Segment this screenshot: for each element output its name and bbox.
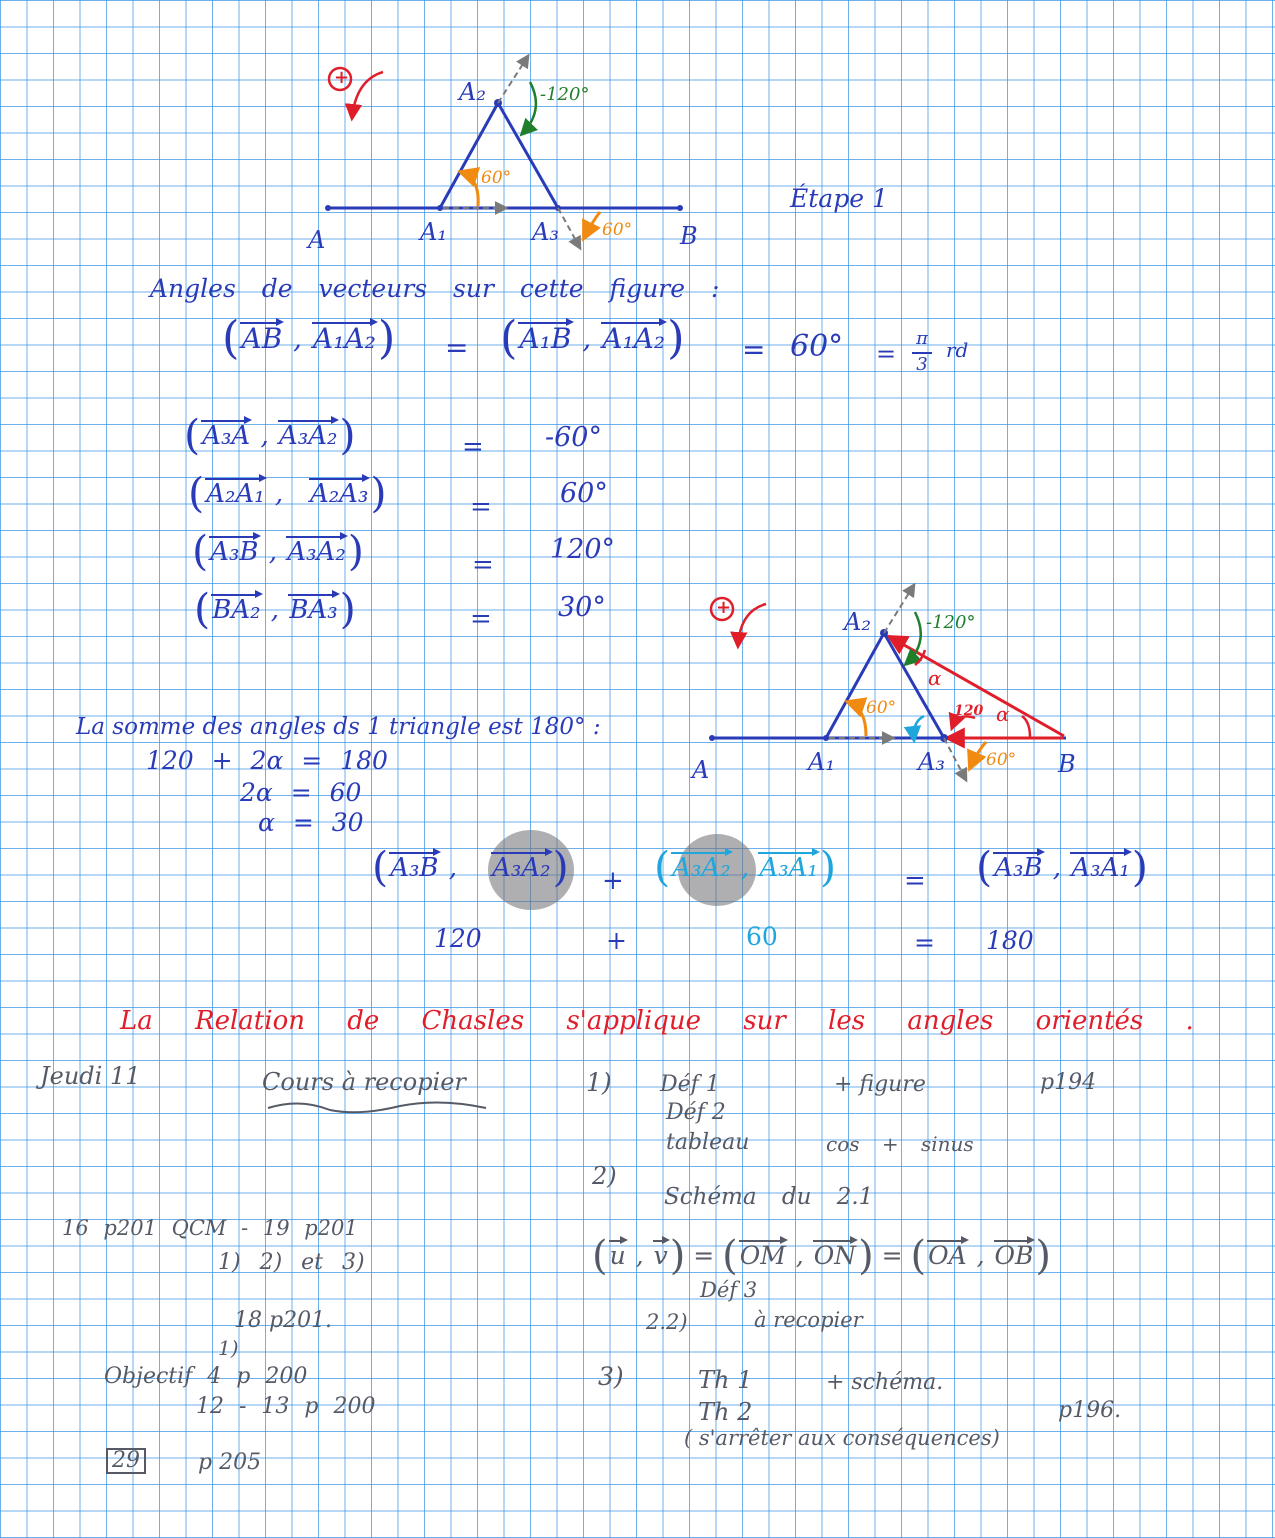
vec-a3a1-cyan: A₃A₁ <box>759 853 818 884</box>
eq-main-mid: (A₁B , A₁A₂) <box>500 311 685 364</box>
vec-oa: OA <box>928 1241 967 1271</box>
angle-row-value: 120° <box>550 534 616 565</box>
vec-u: A₂A₁ <box>206 479 265 510</box>
angle-row-eq: = <box>472 550 494 580</box>
angles-heading: Angles de vecteurs sur cette figure : <box>150 274 720 303</box>
extension-arrow-a2-2 <box>884 585 914 633</box>
angle-row-lhs: (A₃B , A₃A₂) <box>192 526 364 575</box>
alpha-label-b: α <box>996 702 1010 726</box>
etape-label: Étape 1 <box>790 184 888 213</box>
exercise-4-box: 29 <box>106 1448 146 1474</box>
vec-v: A₃A₂ <box>287 537 346 568</box>
eq-sign-1: = <box>445 331 469 364</box>
item3-consequences: ( s'arrêter aux conséquences) <box>684 1426 1000 1450</box>
extension-arrow-a2 <box>498 56 528 103</box>
angle-label-a3-2: 60° <box>986 750 1017 770</box>
label-a3-2: A₃ <box>918 748 945 776</box>
vec-ab: AB <box>241 321 283 355</box>
angle-row-value: -60° <box>545 422 602 453</box>
cours-underline <box>268 1102 486 1112</box>
angle-row-eq: = <box>470 604 492 634</box>
item3-num: 3) <box>598 1362 624 1391</box>
vec-u: A₃B <box>210 537 259 568</box>
vec-v-hw: v <box>653 1241 668 1271</box>
exercise-2: 18 p201. <box>234 1308 333 1333</box>
vec-u: BA₂ <box>212 595 261 626</box>
angle-label-a2-1: -120° <box>540 84 590 105</box>
item3-page: p196. <box>1058 1398 1122 1423</box>
exercise-1: 16 p201 QCM - 19 p201 <box>62 1216 358 1240</box>
vec-v: A₃A₂ <box>279 421 338 452</box>
label-a-1: A <box>308 226 326 254</box>
angle-arc-a1 <box>461 172 478 206</box>
angle-row-eq: = <box>462 432 484 462</box>
plus-sign-2: + <box>716 597 732 618</box>
item2-22: 2.2) <box>646 1310 688 1334</box>
somme-line-1: La somme des angles ds 1 triangle est 180° : <box>76 714 601 740</box>
item1-def2: Déf 2 <box>666 1100 726 1125</box>
label-a2-1: A₂ <box>459 78 486 106</box>
exercise-3b: 12 - 13 p 200 <box>196 1394 376 1419</box>
label-a3-1: A₃ <box>532 218 559 246</box>
uvec-equation: (u , v) = (OM , ON) = (OA , OB) <box>592 1233 1052 1279</box>
angle-label-a2-2: -120° <box>926 612 976 633</box>
exercise-3: Objectif 4 p 200 <box>104 1364 308 1389</box>
item2-num: 2) <box>592 1162 617 1190</box>
item2-recopier: à recopier <box>754 1308 863 1332</box>
item1-figure: + figure <box>834 1072 926 1097</box>
segment-a1a2-2 <box>826 633 884 738</box>
eq-sign-2: = <box>742 333 766 366</box>
angle-arc-a3 <box>584 212 600 238</box>
orientation-arrow-2 <box>738 604 766 646</box>
angle-arc-a2 <box>522 82 536 134</box>
point-a-1 <box>325 205 331 211</box>
point-a-2 <box>709 735 715 741</box>
label-a-2: A <box>692 756 710 784</box>
somme-line-4: α = 30 <box>258 808 364 837</box>
vec-u-hw: u <box>609 1241 626 1271</box>
chasles-term-3: (A₃B , A₃A₁) <box>976 842 1148 891</box>
angle-row-value: 30° <box>558 592 606 623</box>
angle-row-eq: = <box>470 492 492 522</box>
homework-day: Jeudi 11 <box>40 1062 141 1090</box>
vec-on: ON <box>813 1241 857 1271</box>
angle-label-a3b-2: 120 <box>954 703 984 719</box>
chasles-equals-2: = <box>914 928 935 957</box>
item1-tableau: tableau <box>666 1130 750 1155</box>
vec-u: A₃A <box>202 421 251 452</box>
frac-den: 3 <box>916 354 928 375</box>
label-a2-2: A₂ <box>844 608 871 636</box>
somme-line-3: 2α = 60 <box>240 778 362 807</box>
item2-def3: Déf 3 <box>700 1278 758 1302</box>
angle-row-lhs: (BA₂ , BA₃) <box>194 584 356 633</box>
point-a1-1 <box>437 205 443 211</box>
chasles-term-2: (A₃A₂ , A₃A₁) <box>654 842 837 891</box>
angle-arc-a2-2 <box>906 612 921 664</box>
item1-cos-sinus: cos + sinus <box>826 1132 974 1156</box>
extension-arrow-a3-2 <box>944 738 966 780</box>
angle-arc-alpha-b <box>1022 716 1030 737</box>
vec-a3a1: A₃A₁ <box>1071 853 1130 884</box>
angle-row-value: 60° <box>560 478 608 509</box>
vec-a3a2-cyan: A₃A₂ <box>672 853 731 884</box>
alpha-label-a2: α <box>928 666 942 690</box>
homework-cours: Cours à recopier <box>262 1068 466 1096</box>
exercise-1b: 1) 2) et 3) <box>218 1250 365 1275</box>
extension-arrow-a3 <box>558 208 580 248</box>
segment-a1a2-1 <box>440 103 498 208</box>
angle-arc-a3-cyan <box>914 716 924 740</box>
plus-sign-1: + <box>334 67 350 88</box>
item1-def1: Déf 1 <box>660 1072 720 1097</box>
item3-schema: + schéma. <box>826 1370 944 1395</box>
chasles-plus: + <box>602 866 624 896</box>
label-b-2: B <box>1058 750 1076 778</box>
label-a1-2: A₁ <box>808 748 835 776</box>
angle-row-lhs: (A₃A , A₃A₂) <box>184 410 356 459</box>
chasles-value-3: 180 <box>986 926 1034 955</box>
segment-a2a3-1 <box>498 103 558 208</box>
label-a1-1: A₁ <box>420 218 447 246</box>
eq-main-lhs: (AB , A₁A₂) <box>222 311 396 364</box>
eq-main-value: 60° <box>790 329 844 364</box>
exercise-2b: 1) <box>218 1336 239 1360</box>
item3-th1: Th 1 <box>698 1366 753 1394</box>
point-b-1 <box>677 205 683 211</box>
point-a1-2 <box>823 735 829 741</box>
chasles-term-1: (A₃B , A₃A₂) <box>372 842 569 891</box>
exercise-4-page: p 205 <box>198 1450 262 1475</box>
label-b-1: B <box>680 222 698 250</box>
vec-a3b-2: A₃B <box>994 853 1043 884</box>
vec-v: BA₃ <box>289 595 338 626</box>
somme-line-2: 120 + 2α = 180 <box>146 746 388 775</box>
unit-rd: rd <box>946 338 969 362</box>
item1-num: 1) <box>586 1068 612 1097</box>
chasles-plus-2: + <box>606 926 627 955</box>
vec-a3b: A₃B <box>390 853 439 884</box>
vec-a3a2: A₃A₂ <box>492 853 551 884</box>
item1-page: p194 <box>1040 1070 1097 1095</box>
chasles-value-2: 60 <box>746 922 778 951</box>
chasles-equals: = <box>904 866 926 896</box>
eq-sign-3: = <box>876 340 897 368</box>
vec-v: A₂A₃ <box>309 479 369 510</box>
vec-a1b: A₁B <box>519 321 572 355</box>
angle-label-a1-2: 60° <box>866 698 897 718</box>
angle-label-a3-1: 60° <box>602 220 633 240</box>
vec-a1a2-b: A₁A₂ <box>602 321 666 355</box>
orientation-arrow <box>352 72 383 118</box>
angle-arc-a1-2 <box>848 702 866 736</box>
vec-a1a2: A₁A₂ <box>312 321 376 355</box>
angle-row-lhs: (A₂A₁ , A₂A₃) <box>188 468 387 517</box>
item3-th2: Th 2 <box>698 1398 753 1426</box>
vec-ob: OB <box>994 1241 1034 1271</box>
chasles-value-1: 120 <box>434 924 482 953</box>
chasles-title: La Relation de Chasles s'applique sur les angles orientés . <box>120 1006 1194 1036</box>
angle-label-a1-1: 60° <box>481 168 512 188</box>
frac-num: π <box>916 328 928 349</box>
item2-schema: Schéma du 2.1 <box>664 1184 874 1210</box>
vec-om: OM <box>739 1241 786 1271</box>
angle-arc-a3-2 <box>970 742 986 768</box>
